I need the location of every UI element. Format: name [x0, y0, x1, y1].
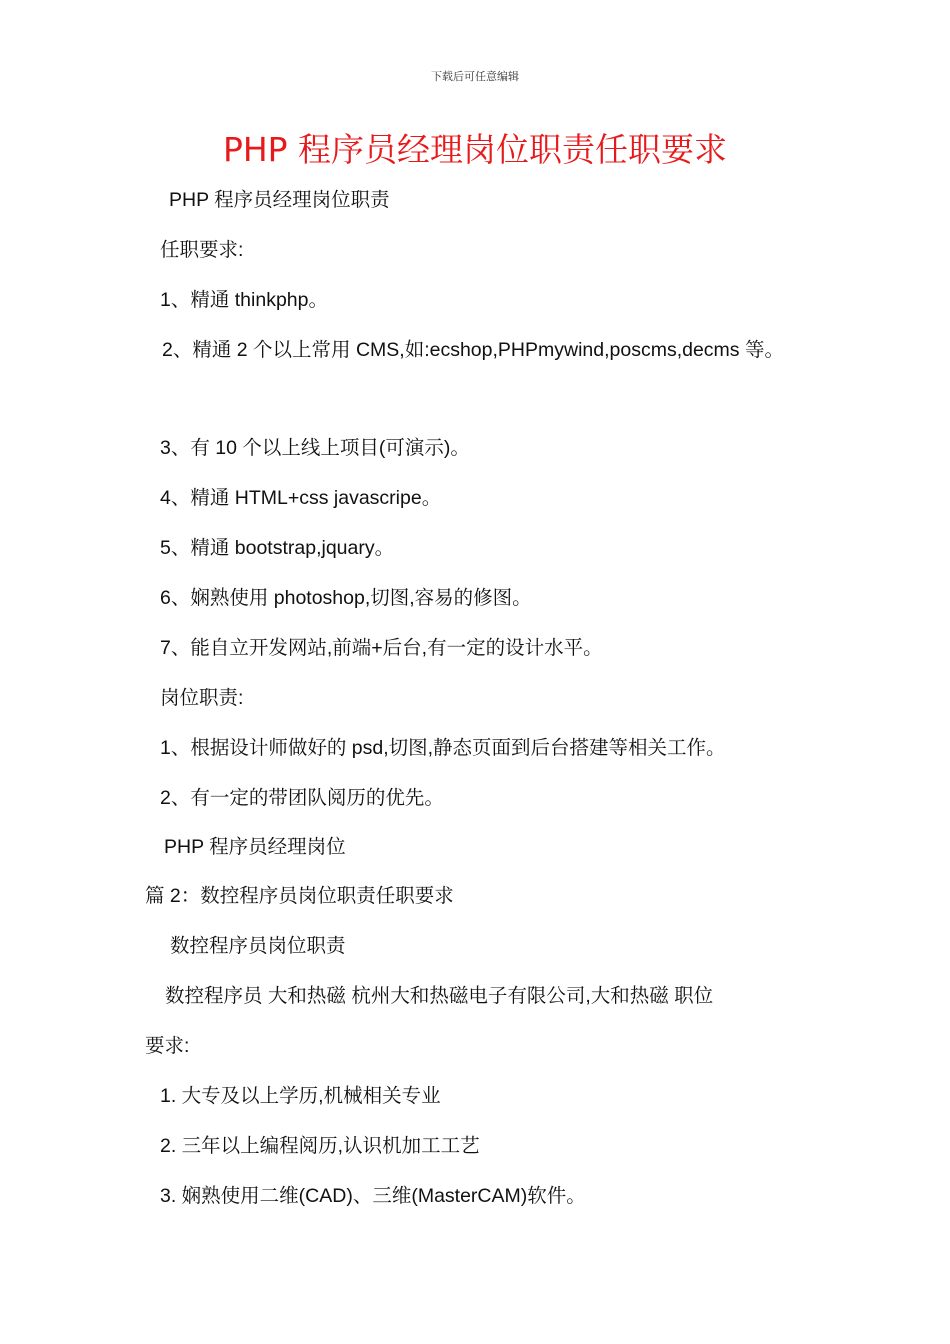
- article-2-heading: 篇 2：数控程序员岗位职责任职要求: [145, 885, 454, 907]
- requirement-item-5: 5、精通 bootstrap,jquary。: [160, 537, 395, 559]
- section-heading-duties: 岗位职责:: [160, 687, 244, 709]
- requirement-item-1: 1、精通 thinkphp。: [160, 289, 328, 311]
- duty-item-2: 2、有一定的带团队阅历的优先。: [160, 787, 444, 809]
- article-2-requirements-heading: 要求:: [145, 1035, 190, 1057]
- requirement-item-7: 7、能自立开发网站,前端+后台,有一定的设计水平。: [160, 637, 603, 659]
- requirement-item-6: 6、娴熟使用 photoshop,切图,容易的修图。: [160, 587, 532, 609]
- requirement-item-2: 2、精通 2 个以上常用 CMS,如:ecshop,PHPmywind,poscms,decms 等。: [162, 339, 784, 361]
- article-2-item-1: 1. 大专及以上学历,机械相关专业: [160, 1085, 441, 1107]
- requirement-item-4: 4、精通 HTML+css javascripe。: [160, 487, 442, 509]
- intro-heading: PHP 程序员经理岗位职责: [169, 189, 390, 211]
- article-2-subheading: 数控程序员岗位职责: [170, 935, 346, 957]
- article-2-item-2: 2. 三年以上编程阅历,认识机加工工艺: [160, 1135, 480, 1157]
- article-2-company-line: 数控程序员 大和热磁 杭州大和热磁电子有限公司,大和热磁 职位: [165, 985, 714, 1007]
- page-header-note: 下载后可任意编辑: [431, 70, 519, 83]
- article-2-item-3: 3. 娴熟使用二维(CAD)、三维(MasterCAM)软件。: [160, 1185, 586, 1207]
- section-heading-requirements: 任职要求:: [160, 239, 244, 261]
- document-title: PHP 程序员经理岗位职责任职要求: [222, 130, 728, 169]
- closing-line: PHP 程序员经理岗位: [164, 836, 346, 858]
- duty-item-1: 1、根据设计师做好的 psd,切图,静态页面到后台搭建等相关工作。: [160, 737, 726, 759]
- requirement-item-3: 3、有 10 个以上线上项目(可演示)。: [160, 437, 470, 459]
